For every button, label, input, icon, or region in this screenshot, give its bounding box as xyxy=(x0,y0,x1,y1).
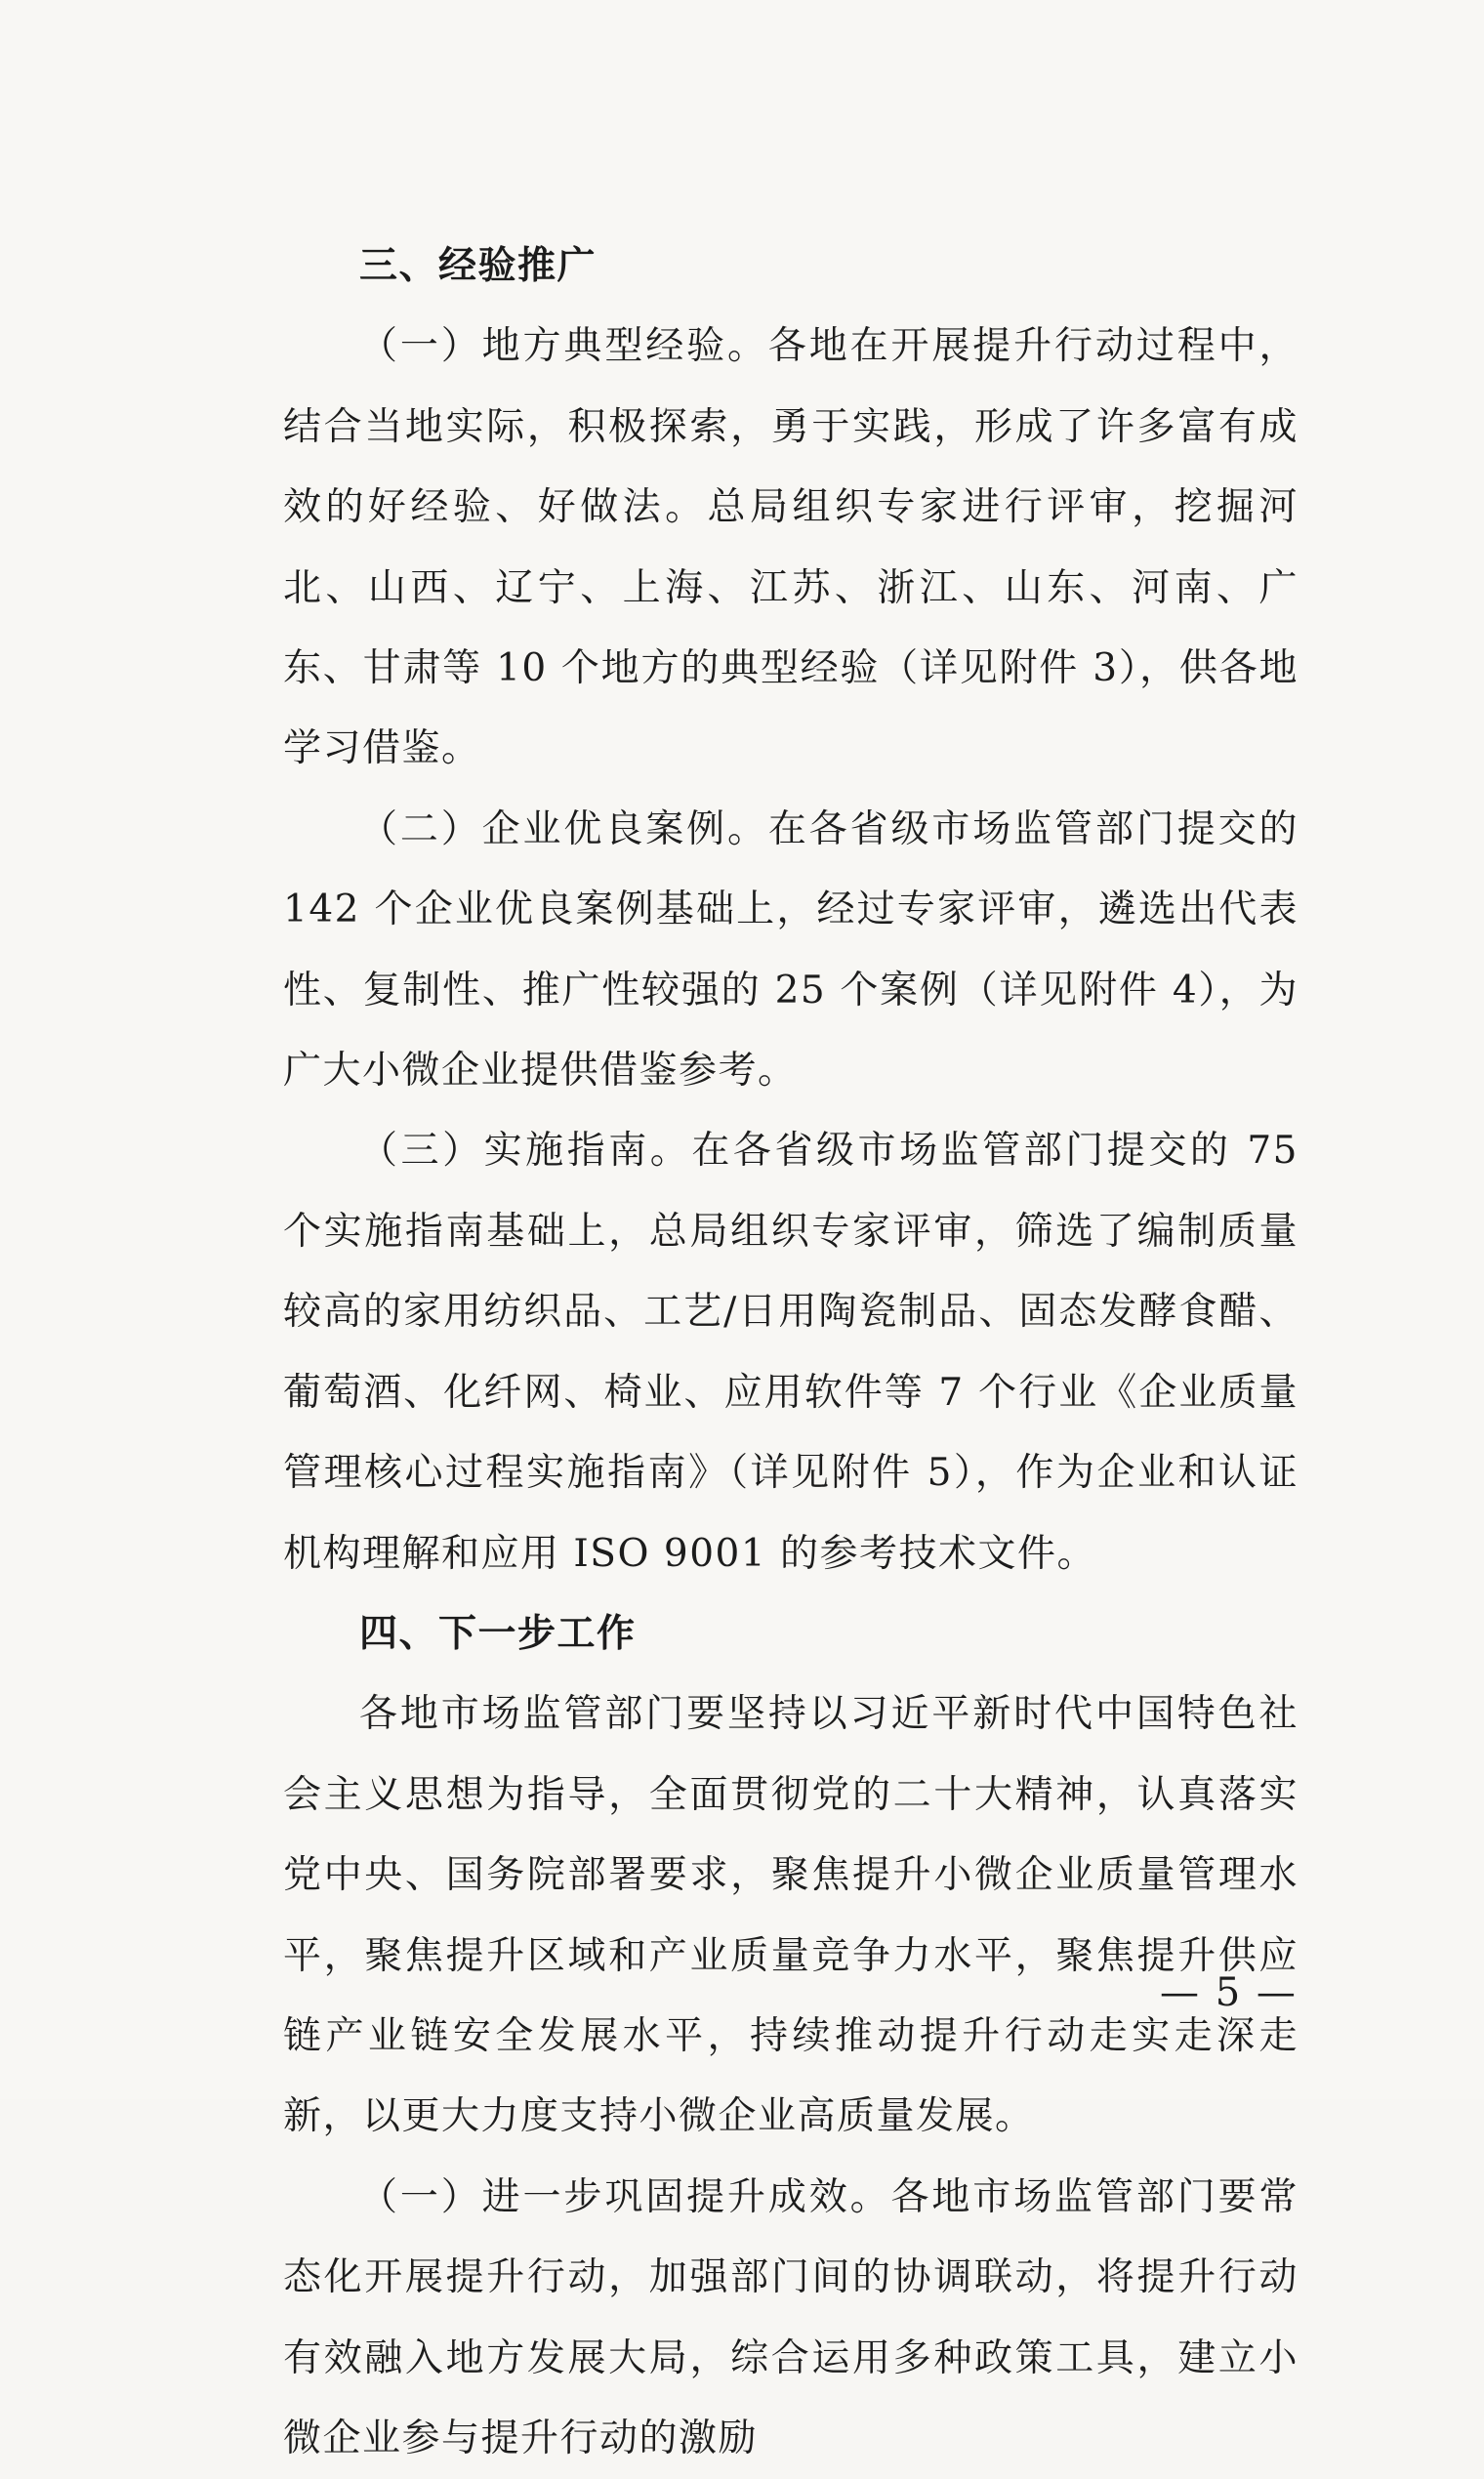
paragraph-next-steps-intro: 各地市场监管部门要坚持以习近平新时代中国特色社会主义思想为指导，全面贯彻党的二十大精神，认真落实党中央、国务院部署要求，聚焦提升小微企业质量管理水平，聚焦提升区域和产业质量竞争力水平，聚焦提升供应链产业链安全发展水平，持续推动提升行动走实走深走新，以更大力度支持小微企业高质量发展。 xyxy=(283,1692,1298,2139)
paragraph-consolidate-results: （一）进一步巩固提升成效。各地市场监管部门要常态化开展提升行动，加强部门间的协调联动，将提升行动有效融入地方发展大局，综合运用多种政策工具，建立小微企业参与提升行动的激励 xyxy=(283,2174,1298,2460)
paragraph-enterprise-cases: （二）企业优良案例。在各省级市场监管部门提交的 142 个企业优良案例基础上，经过专家评审，遴选出代表性、复制性、推广性较强的 25 个案例（详见附件 4），为广大小微企业提供借鉴参考。 xyxy=(283,806,1298,1094)
section-heading-next-steps: 四、下一步工作 xyxy=(359,1611,637,1656)
paragraph-implementation-guide: （三）实施指南。在各省级市场监管部门提交的 75 个实施指南基础上，总局组织专家评审，筛选了编制质量较高的家用纺织品、工艺/日用陶瓷制品、固态发酵食醋、葡萄酒、化纤网、椅业、应用软件等 7 个行业《企业质量管理核心过程实施指南》（详见附件 5），作为企业和认证机构理解和应用 ISO 9001 的参考技术文件。 xyxy=(283,1129,1298,1576)
document-body xyxy=(283,227,1298,2479)
page-number: — 5 — xyxy=(1160,1970,1298,2015)
paragraph-local-experience: （一）地方典型经验。各地在开展提升行动过程中，结合当地实际，积极探索，勇于实践，形成了许多富有成效的好经验、好做法。总局组织专家进行评审，挖掘河北、山西、辽宁、上海、江苏、浙江、山东、河南、广东、甘肃等 10 个地方的典型经验（详见附件 3），供各地学习借鉴。 xyxy=(283,324,1298,771)
section-heading-experience: 三、经验推广 xyxy=(359,244,598,288)
